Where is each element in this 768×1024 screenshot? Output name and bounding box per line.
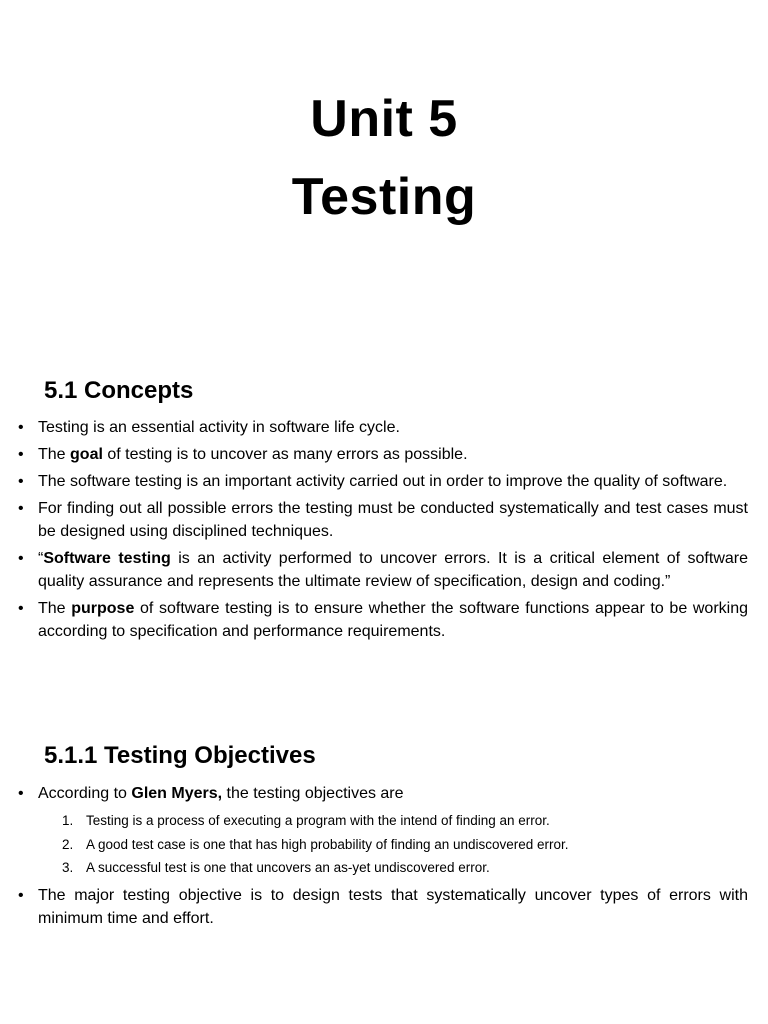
objectives-heading: 5.1.1 Testing Objectives bbox=[44, 742, 316, 769]
emphasis: goal bbox=[70, 446, 103, 463]
list-item: • “Software testing is an activity performed to uncover errors. It is a critical element of software quality assurance and represents the ultimate review of specification, design and coding.” bbox=[18, 547, 748, 593]
numbered-item: 3. A successful test is one that uncovers an as-yet undiscovered error. bbox=[62, 860, 490, 875]
list-item: • The major testing objective is to design tests that systematically uncover types of errors with minimum time and effort. bbox=[18, 884, 748, 930]
list-item: • Testing is an essential activity in software life cycle. bbox=[18, 416, 748, 439]
unit-title: Unit 5 bbox=[310, 90, 458, 148]
emphasis: purpose bbox=[71, 600, 135, 617]
list-item: • For finding out all possible errors the testing must be conducted systematically and test cases must be designed using disciplined techniques. bbox=[18, 497, 748, 543]
concepts-heading: 5.1 Concepts bbox=[44, 377, 194, 404]
numbered-list bbox=[38, 809, 748, 880]
topic-title: Testing bbox=[291, 168, 477, 226]
numbered-list-container bbox=[18, 809, 748, 880]
page-title bbox=[0, 80, 768, 236]
list-item: • According to Glen Myers, the testing objectives are bbox=[18, 782, 748, 805]
numbered-item: 2. A good test case is one that has high probability of finding an undiscovered error. bbox=[62, 836, 569, 852]
concepts-list bbox=[18, 416, 748, 647]
list-item: • The goal of testing is to uncover as many errors as possible. bbox=[18, 443, 748, 466]
objectives-list bbox=[18, 782, 748, 934]
emphasis: Glen Myers, bbox=[131, 785, 223, 802]
list-item: • The purpose of software testing is to ensure whether the software functions appear to be working according to specification and performance requirements. bbox=[18, 597, 748, 643]
numbered-item: 1. Testing is a process of executing a program with the intend of finding an error. bbox=[62, 813, 550, 828]
list-item: • The software testing is an important activity carried out in order to improve the quality of software. bbox=[18, 470, 748, 493]
emphasis: Software testing bbox=[43, 550, 171, 567]
